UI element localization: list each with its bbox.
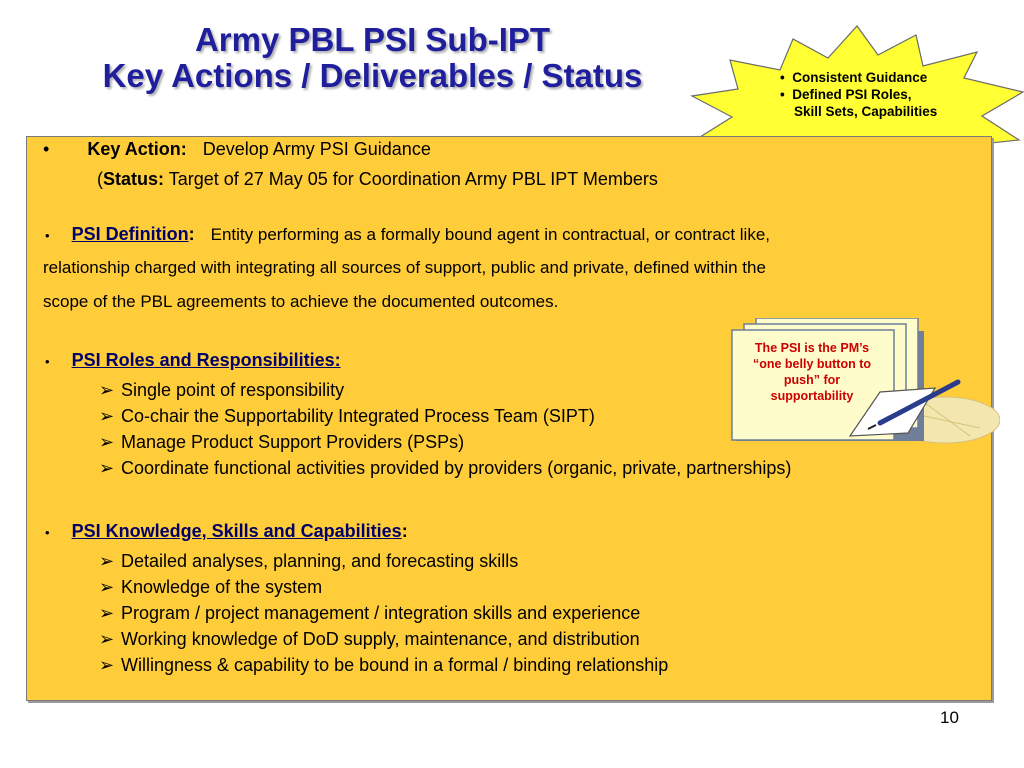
definition-text-1: Entity performing as a formally bound agent in contractual, or contract like, bbox=[210, 225, 771, 244]
knowledge-heading-row: • PSI Knowledge, Skills and Capabilities: bbox=[45, 521, 408, 541]
list-item: ➢ Willingness & capability to be bound in a formal / binding relationship bbox=[99, 655, 669, 675]
key-action-label: Key Action: bbox=[87, 139, 187, 159]
knowledge-heading: PSI Knowledge, Skills and Capabilities bbox=[71, 521, 402, 541]
status-label: Status: bbox=[103, 169, 165, 189]
definition-text-2: relationship charged with integrating all sources of support, public and private, defined within the bbox=[43, 258, 766, 277]
starburst-item: • Defined PSI Roles, bbox=[780, 87, 912, 102]
key-action-row bbox=[43, 139, 431, 160]
definition-heading: PSI Definition bbox=[71, 224, 189, 244]
arrow-bullet-icon: ➢ bbox=[99, 655, 115, 675]
list-item: ➢ Single point of responsibility bbox=[99, 380, 345, 400]
arrow-bullet-icon: ➢ bbox=[99, 458, 115, 478]
list-item: ➢ Working knowledge of DoD supply, maintenance, and distribution bbox=[99, 629, 640, 649]
slide-title bbox=[0, 22, 745, 94]
note-line-3: push” for bbox=[783, 373, 841, 387]
note-line-4: supportability bbox=[770, 389, 854, 403]
list-item: ➢ Detailed analyses, planning, and forecasting skills bbox=[99, 551, 519, 571]
arrow-bullet-icon: ➢ bbox=[99, 629, 115, 649]
list-item: ➢ Co-chair the Supportability Integrated Process Team (SIPT) bbox=[99, 406, 595, 426]
title-line-2: Key Actions / Deliverables / Status bbox=[102, 57, 643, 94]
arrow-bullet-icon: ➢ bbox=[99, 380, 115, 400]
roles-heading-row bbox=[45, 350, 341, 371]
list-item: ➢ Manage Product Support Providers (PSPs) bbox=[99, 432, 465, 452]
list-item: ➢ Coordinate functional activities provided by providers (organic, private, partnerships) bbox=[99, 458, 792, 478]
arrow-bullet-icon: ➢ bbox=[99, 406, 115, 426]
roles-heading: PSI Roles and Responsibilities: bbox=[71, 350, 341, 370]
title-line-1: Army PBL PSI Sub-IPT bbox=[194, 21, 551, 58]
list-item: ➢ Knowledge of the system bbox=[99, 577, 323, 597]
note-callout bbox=[734, 340, 890, 404]
bullet: • bbox=[45, 354, 50, 369]
definition-text-3: scope of the PBL agreements to achieve the documented outcomes. bbox=[43, 292, 559, 311]
note-line-1: The PSI is the PM’s bbox=[754, 341, 870, 355]
arrow-bullet-icon: ➢ bbox=[99, 577, 115, 597]
bullet: • bbox=[43, 139, 50, 159]
status-text: Target of 27 May 05 for Coordination Army PBL IPT Members bbox=[168, 169, 658, 189]
starburst-text bbox=[780, 69, 937, 120]
definition-row: • PSI Definition: Entity performing as a formally bound agent in contractual, or contract like, bbox=[45, 224, 771, 244]
starburst-item: • Consistent Guidance bbox=[780, 70, 928, 85]
starburst-item-continuation: Skill Sets, Capabilities bbox=[794, 104, 938, 119]
page-number: 10 bbox=[940, 708, 959, 727]
status-row: (Status: Target of 27 May 05 for Coordination Army PBL IPT Members bbox=[97, 169, 658, 189]
arrow-bullet-icon: ➢ bbox=[99, 432, 115, 452]
arrow-bullet-icon: ➢ bbox=[99, 551, 115, 571]
bullet: • bbox=[45, 525, 50, 540]
bullet: • bbox=[45, 228, 50, 243]
list-item: ➢ Program / project management / integration skills and experience bbox=[99, 603, 641, 623]
arrow-bullet-icon: ➢ bbox=[99, 603, 115, 623]
note-line-2: “one belly button to bbox=[752, 357, 872, 371]
key-action-text: Develop Army PSI Guidance bbox=[202, 139, 431, 159]
